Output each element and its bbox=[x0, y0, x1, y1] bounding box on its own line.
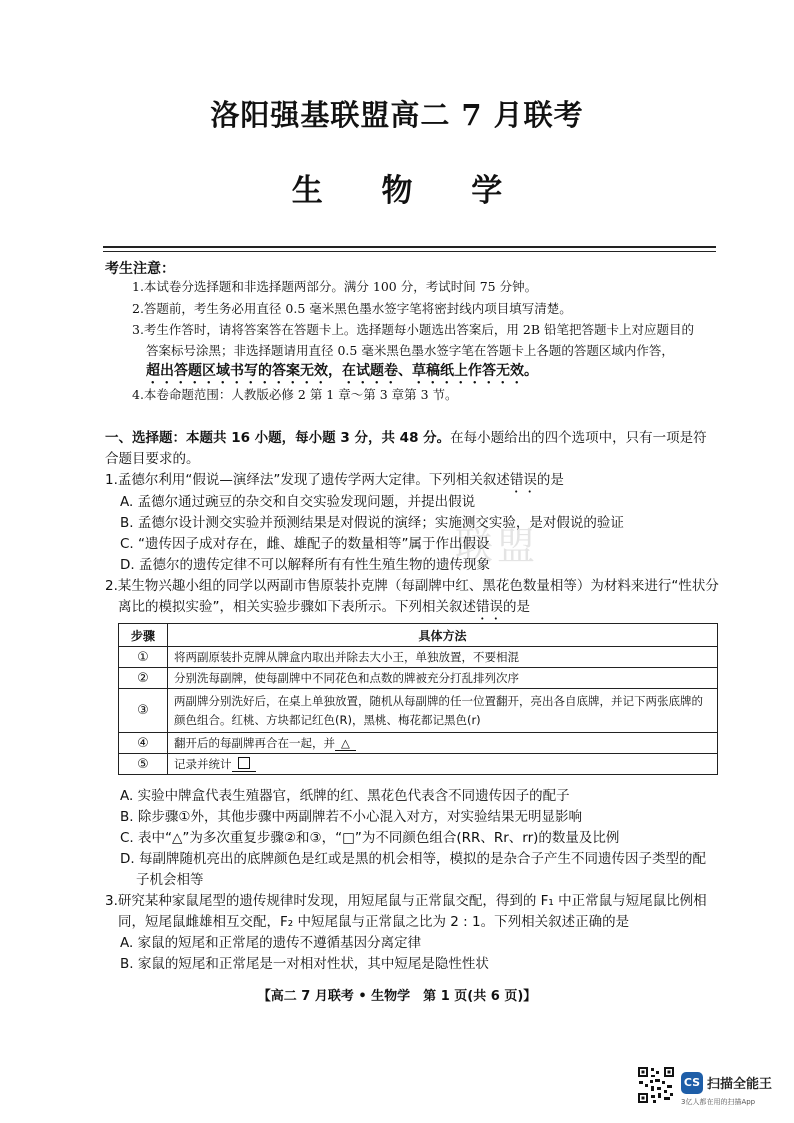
table-header-row bbox=[119, 624, 718, 647]
stem-text: 1.孟德尔利用“假说—演绎法”发现了遗传学两大定律。下列相关叙述 bbox=[105, 472, 510, 488]
steps-table bbox=[118, 623, 718, 775]
q2-option-c: C. 表中“△”为多次重复步骤②和③，“□”为不同颜色组合(RR、Rr、rr)的数量及比例 bbox=[120, 830, 620, 846]
notice-item: 1.本试卷分选择题和非选择题两部分。满分 100 分，考试时间 75 分钟。 bbox=[132, 279, 538, 294]
box-blank bbox=[232, 757, 256, 772]
q2-option-a: A. 实验中牌盒代表生殖器官，纸牌的红、黑花色代表含不同遗传因子的配子 bbox=[120, 788, 570, 804]
notice-item: 2.答题前，考生务必用直径 0.5 毫米黑色墨水签字笔将密封线内项目填写清楚。 bbox=[132, 301, 572, 316]
step-method: 记录并统计 bbox=[174, 757, 232, 771]
table-header: 步骤 bbox=[119, 624, 168, 647]
triangle-blank: △ bbox=[335, 736, 356, 751]
notice-item: 4.本卷命题范围：人教版必修 2 第 1 章～第 3 章第 3 节。 bbox=[132, 387, 458, 402]
stem-text: 离比的模拟实验”，相关实验步骤如下表所示。下列相关叙述 bbox=[118, 599, 476, 615]
q2-option-d: D. 每副牌随机亮出的底牌颜色是红或是黑的机会相等，模拟的是杂合子产生不同遗传因子类型的配 bbox=[120, 851, 706, 867]
notice-item: 3.考生作答时，请将答案答在答题卡上。选择题每小题选出答案后，用 2B 铅笔把答题卡上对应题目的 bbox=[132, 322, 695, 337]
notice-heading: 考生注意： bbox=[105, 261, 175, 277]
step-number: ② bbox=[119, 668, 168, 689]
step-method: 两副牌分别洗好后，在桌上单独放置，随机从每副牌的任一位置翻开，亮出各自底牌，并记下两张底牌的颜色组合。红桃、方块都记红色(R)，黑桃、梅花都记黑色(r) bbox=[168, 689, 718, 733]
table-row bbox=[119, 668, 718, 689]
watermark: 联盟 bbox=[455, 524, 540, 568]
table-header: 具体方法 bbox=[168, 624, 718, 647]
question-2-stem-line1: 2.某生物兴趣小组的同学以两副市售原装扑克牌（每副牌中红、黑花色数量相等）为材料来进行“性状分 bbox=[105, 578, 719, 594]
table-row bbox=[119, 754, 718, 775]
exam-title: 洛阳强基联盟高二 7 月联考 bbox=[210, 98, 584, 132]
table-row bbox=[119, 647, 718, 668]
step-method: 分别洗每副牌，使每副牌中不同花色和点数的牌被充分打乱排列次序 bbox=[168, 668, 718, 689]
section-heading bbox=[105, 428, 720, 470]
divider-thin bbox=[103, 251, 716, 252]
step-method: 将两副原装扑克牌从牌盒内取出并除去大小王，单独放置，不要相混 bbox=[168, 647, 718, 668]
q1-option-a: A. 孟德尔通过豌豆的杂交和自交实验发现问题，并提出假说 bbox=[120, 494, 476, 510]
q1-option-d: D. 孟德尔的遗传定律不可以解释所有有性生殖生物的遗传现象 bbox=[120, 557, 490, 573]
stem-text: 的是 bbox=[503, 599, 530, 615]
square-icon bbox=[238, 757, 250, 769]
notice-item: 答案标号涂黑；非选择题请用直径 0.5 毫米黑色墨水签字笔在答题卡上各题的答题区域内作答， bbox=[146, 343, 674, 358]
camscanner-tagline: 3亿人都在用的扫描App bbox=[681, 1098, 756, 1106]
q2-option-b: B. 除步骤①外，其他步骤中两副牌若不小心混入对方，对实验结果无明显影响 bbox=[120, 809, 582, 825]
step-number: ⑤ bbox=[119, 754, 168, 775]
step-number: ① bbox=[119, 647, 168, 668]
camscanner-logo-icon: CS bbox=[681, 1072, 703, 1094]
divider-thick bbox=[103, 246, 716, 248]
step-method-cell bbox=[168, 733, 718, 754]
stem-text: 的是 bbox=[536, 472, 564, 488]
question-2-stem-line2 bbox=[118, 597, 733, 623]
step-method: 翻开后的每副牌再合在一起，并 bbox=[174, 736, 335, 750]
q3-option-b: B. 家鼠的短尾和正常尾是一对相对性状，其中短尾是隐性性状 bbox=[120, 956, 489, 972]
page-footer: 【高二 7 月联考 • 生物学 第 1 页(共 6 页)】 bbox=[257, 989, 537, 1004]
step-number: ③ bbox=[119, 689, 168, 733]
table-row bbox=[119, 689, 718, 733]
camscanner-name: 扫描全能王 bbox=[707, 1077, 773, 1092]
step-method-cell bbox=[168, 754, 718, 775]
qr-code-icon bbox=[637, 1066, 675, 1104]
subject-title: 生 物 学 bbox=[291, 173, 527, 209]
q1-option-c: C. “遗传因子成对存在，雌、雄配子的数量相等”属于作出假设 bbox=[120, 536, 490, 552]
stem-emphasis: 错误 bbox=[476, 599, 503, 615]
table-row bbox=[119, 733, 718, 754]
question-3-stem-line1: 3.研究某种家鼠尾型的遗传规律时发现，用短尾鼠与正常鼠交配，得到的 F₁ 中正常鼠与短尾鼠比例相 bbox=[105, 893, 707, 909]
stem-emphasis: 错误 bbox=[509, 472, 537, 488]
question-3-stem-line2: 同，短尾鼠雌雄相互交配，F₂ 中短尾鼠与正常鼠之比为 2 : 1。下列相关叙述正确的是 bbox=[118, 914, 630, 930]
step-number: ④ bbox=[119, 733, 168, 754]
q3-option-a: A. 家鼠的短尾和正常尾的遗传不遵循基因分离定律 bbox=[120, 935, 422, 951]
q2-option-d-cont: 子机会相等 bbox=[136, 872, 204, 888]
q1-option-b: B. 孟德尔设计测交实验并预测结果是对假说的演绎；实施测交实验，是对假说的验证 bbox=[120, 515, 624, 531]
section-heading-rest: 在每小题给出的四个选项中，只有一项是符合题目要求的。 bbox=[105, 430, 707, 467]
notice-item-emphasis: 超出答题区域书写的答案无效，在试题卷、草稿纸上作答无效。 bbox=[146, 363, 538, 379]
section-heading-bold: 一、选择题：本题共 16 小题，每小题 3 分，共 48 分。 bbox=[105, 430, 451, 446]
